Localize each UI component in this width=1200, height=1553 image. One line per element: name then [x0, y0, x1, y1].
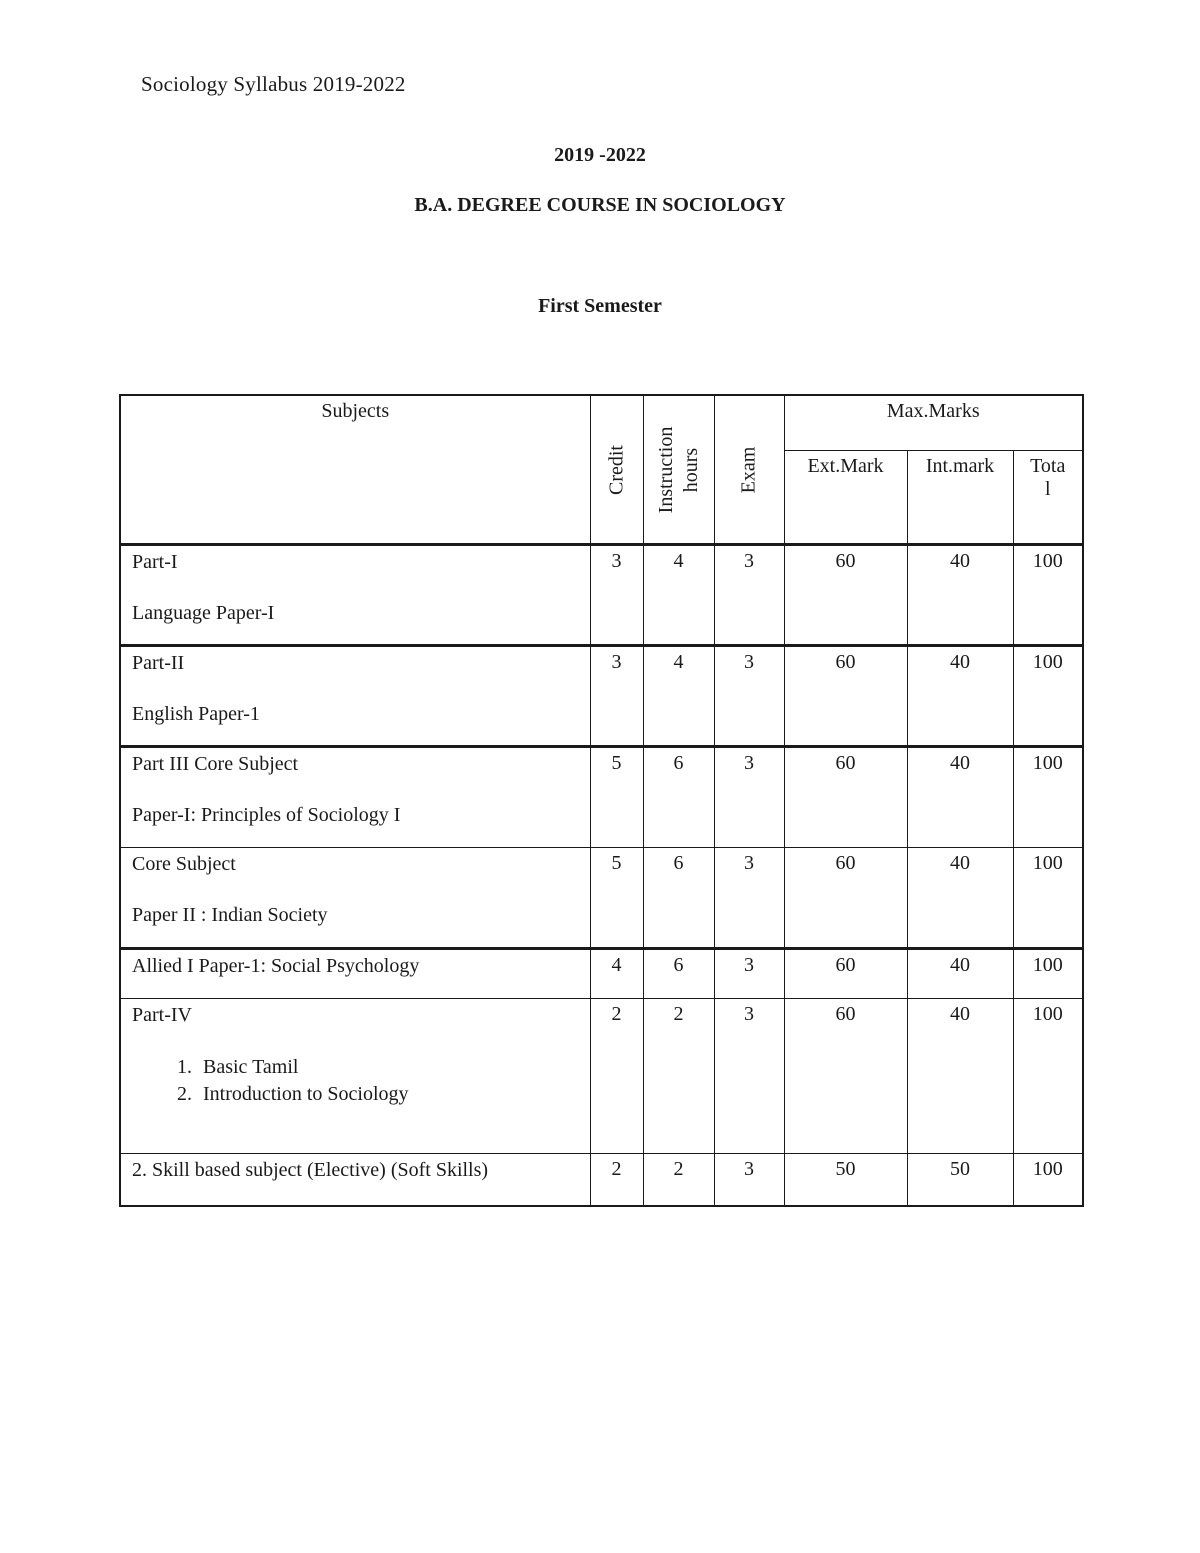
exam-cell: 3 [714, 848, 784, 949]
ext-mark-cell: 60 [784, 999, 907, 1154]
subject-part: Part-I [132, 551, 178, 573]
subject-part: Core Subject [132, 853, 236, 875]
table-row [120, 848, 1083, 949]
hours-cell: 4 [643, 545, 714, 646]
ext-mark-cell: 60 [784, 949, 907, 999]
total-cell: 100 [1013, 848, 1083, 949]
subject-part: Part-IV [132, 1004, 192, 1026]
header-subjects: Subjects [120, 395, 590, 545]
table-row [120, 747, 1083, 848]
semester-title: First Semester [538, 295, 662, 317]
subject-part: Allied I Paper-1: Social Psychology [132, 955, 420, 977]
course-title: B.A. DEGREE COURSE IN SOCIOLOGY [414, 194, 786, 216]
subject-paper: Paper II : Indian Society [132, 904, 328, 926]
subject-cell [120, 646, 590, 747]
subject-part: Part III Core Subject [132, 753, 299, 775]
exam-cell: 3 [714, 646, 784, 747]
total-cell: 100 [1013, 646, 1083, 747]
running-header: Sociology Syllabus 2019-2022 [141, 72, 406, 96]
table-row [120, 999, 1083, 1154]
header-instruction-label [654, 426, 704, 513]
table-row [120, 646, 1083, 747]
ext-mark-cell: 50 [784, 1154, 907, 1206]
header-credit [590, 395, 643, 545]
subject-cell [120, 1154, 590, 1206]
hours-cell: 6 [643, 848, 714, 949]
header-total-line2: l [1044, 478, 1051, 500]
hours-cell: 4 [643, 646, 714, 747]
subject-paper: Paper-I: Principles of Sociology I [132, 804, 401, 826]
credit-cell: 5 [590, 747, 643, 848]
header-total-line1: Tota [1030, 455, 1066, 477]
subject-cell [120, 949, 590, 999]
hours-cell: 2 [643, 1154, 714, 1206]
syllabus-year: 2019 -2022 [554, 144, 646, 166]
subject-part: 2. Skill based subject (Elective) (Soft Skills) [132, 1159, 489, 1181]
ext-mark-cell: 60 [784, 646, 907, 747]
int-mark-cell: 50 [907, 1154, 1013, 1206]
subject-cell [120, 848, 590, 949]
exam-cell: 3 [714, 545, 784, 646]
total-cell: 100 [1013, 545, 1083, 646]
table-row [120, 949, 1083, 999]
exam-cell: 3 [714, 747, 784, 848]
subject-cell [120, 747, 590, 848]
header-instruction-hours [643, 395, 714, 545]
total-cell: 100 [1013, 1154, 1083, 1206]
hours-cell: 2 [643, 999, 714, 1154]
subject-cell [120, 545, 590, 646]
int-mark-cell: 40 [907, 545, 1013, 646]
header-max-marks: Max.Marks [784, 395, 1083, 451]
list-text: Introduction to Sociology [203, 1083, 409, 1105]
credit-cell: 4 [590, 949, 643, 999]
exam-cell: 3 [714, 949, 784, 999]
table-row [120, 1154, 1083, 1206]
credit-cell: 3 [590, 646, 643, 747]
credit-cell: 5 [590, 848, 643, 949]
subject-cell [120, 999, 590, 1154]
int-mark-cell: 40 [907, 646, 1013, 747]
header-total [1013, 451, 1083, 545]
list-number: 1. [177, 1056, 192, 1078]
list-item [132, 1054, 590, 1081]
hours-cell: 6 [643, 747, 714, 848]
credit-cell: 3 [590, 545, 643, 646]
list-item [132, 1081, 590, 1108]
header-exam-label: Exam [737, 446, 760, 493]
subject-list [132, 1054, 590, 1108]
exam-cell: 3 [714, 999, 784, 1154]
header-int-mark: Int.mark [907, 451, 1013, 545]
header-credit-label: Credit [605, 444, 627, 495]
ext-mark-cell: 60 [784, 848, 907, 949]
subject-part: Part-II [132, 652, 185, 674]
hours-cell: 6 [643, 949, 714, 999]
total-cell: 100 [1013, 747, 1083, 848]
list-number: 2. [177, 1083, 192, 1105]
total-cell: 100 [1013, 949, 1083, 999]
int-mark-cell: 40 [907, 848, 1013, 949]
total-cell: 100 [1013, 999, 1083, 1154]
syllabus-table [119, 394, 1084, 1207]
header-exam [714, 395, 784, 545]
ext-mark-cell: 60 [784, 747, 907, 848]
int-mark-cell: 40 [907, 949, 1013, 999]
subject-paper: English Paper-1 [132, 703, 260, 725]
credit-cell: 2 [590, 1154, 643, 1206]
subject-paper: Language Paper-I [132, 602, 275, 624]
list-text: Basic Tamil [203, 1056, 299, 1078]
credit-cell: 2 [590, 999, 643, 1154]
int-mark-cell: 40 [907, 747, 1013, 848]
int-mark-cell: 40 [907, 999, 1013, 1154]
table-row [120, 545, 1083, 646]
header-instruction-line2: hours [679, 447, 702, 492]
ext-mark-cell: 60 [784, 545, 907, 646]
header-ext-mark: Ext.Mark [784, 451, 907, 545]
exam-cell: 3 [714, 1154, 784, 1206]
header-instruction-line1: Instruction [654, 426, 677, 513]
